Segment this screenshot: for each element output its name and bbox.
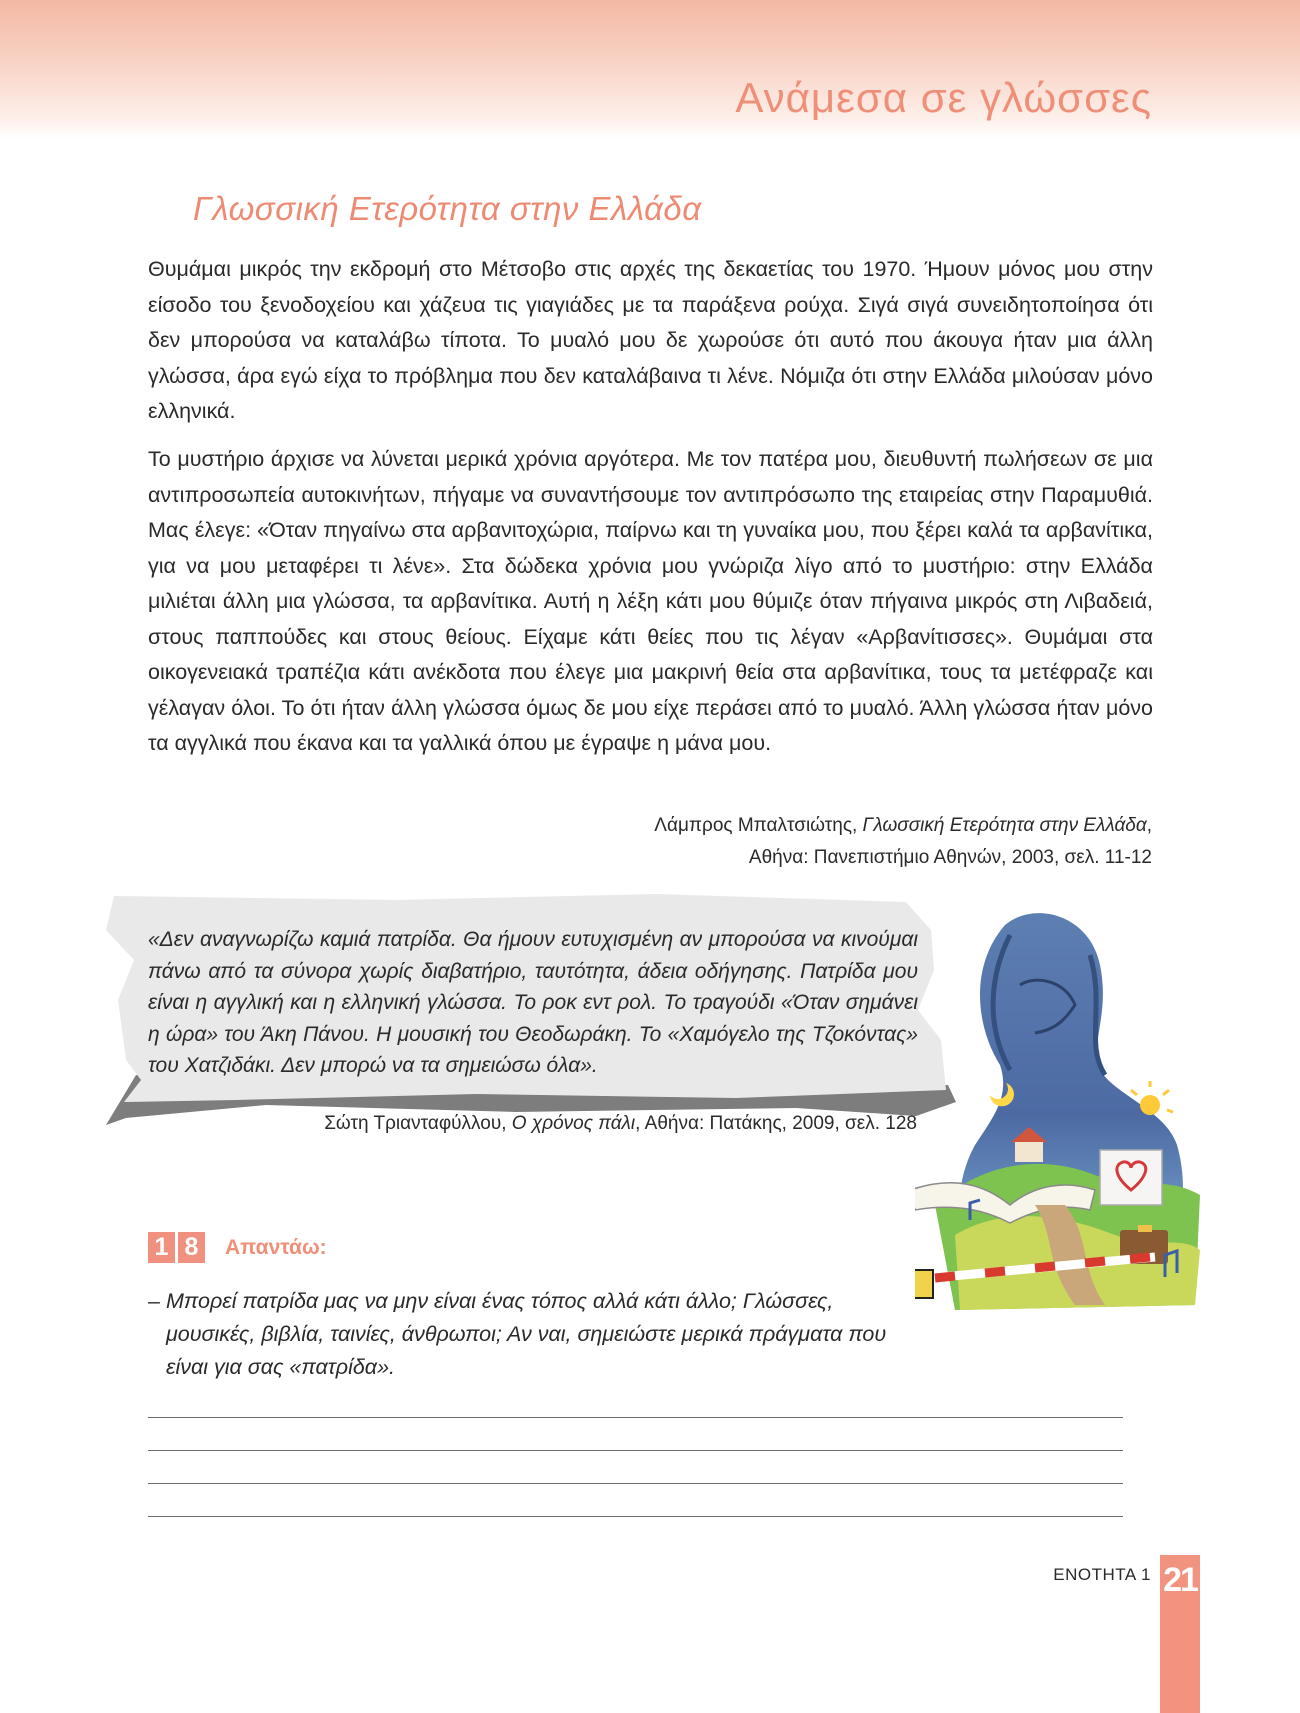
exercise-digit-1: 1	[148, 1232, 175, 1263]
barrier-post	[915, 1270, 933, 1298]
exercise-label: Απαντάω:	[225, 1236, 327, 1259]
header-white-strip	[0, 140, 1182, 180]
paragraph-1: Θυμάμαι μικρός την εκδρομή στο Μέτσοβο στις αρχές της δεκαετίας του 1970. Ήμουν μόνος μου στην είσοδο του ξενοδοχείου και χάζευα τις γιαγιάδες με τα παράξενα ρούχα. Σιγά σιγά συνειδητοποίησα ότι δεν μπορούσα να καταλάβω τίποτα. Το μυαλό μου δε χωρούσε ότι αυτό που άκουγα ήταν μια άλλη γλώσσα, άρα εγώ είχα το πρόβλημα που δεν καταλάβαινα τι λένε. Νόμιζα ότι στην Ελλάδα μιλούσαν μόνο ελληνικά.	[148, 257, 1153, 423]
quote-author: Σώτη Τριανταφύλλου,	[324, 1113, 512, 1134]
citation-line-1	[654, 810, 1152, 842]
quote-work: Ο χρόνος πάλι	[511, 1113, 636, 1134]
page-number-tab	[1160, 1555, 1200, 1713]
quote-text: «Δεν αναγνωρίζω καμιά πατρίδα. Θα ήμουν ευτυχισμένη αν μπορούσα να κινούμαι πάνω από τα σύνορα χωρίς διαβατήριο, ταυτότητα, άδεια οδήγησης. Πατρίδα μου είναι η αγγλική και η ελληνική γλώσσα. Το ροκ εντ ρολ. Το τραγούδι «Όταν σημάνει η ώρα» του Άκη Πάνου. Η μουσική του Θεοδωράκη. Το «Χαμόγελο της Τζοκόντας» του Χατζιδάκι. Δεν μπορώ να τα σημειώσω όλα».	[148, 928, 918, 1077]
exercise-digit-2: 8	[178, 1232, 205, 1263]
answer-line-4[interactable]	[148, 1516, 1123, 1517]
quote-citation	[324, 1113, 917, 1135]
house	[1015, 1140, 1043, 1162]
source-citation	[654, 810, 1152, 874]
exercise-number	[148, 1232, 205, 1263]
suitcase-tag	[1138, 1225, 1152, 1232]
citation-work: Γλωσσική Ετερότητα στην Ελλάδα	[862, 815, 1147, 836]
page-number: 21	[1163, 1561, 1197, 1599]
exercise-question	[148, 1285, 908, 1384]
woman-homeland-illustration	[915, 905, 1215, 1345]
paragraph-2: Το μυστήριο άρχισε να λύνεται μερικά χρόνια αργότερα. Με τον πατέρα μου, διευθυντή πωλήσεων σε μια αντιπροσωπεία αυτοκινήτων, πήγαμε να συναντήσουμε τον αντιπρόσωπο της εταιρείας στην Παραμυθιά. Μας έλεγε: «Όταν πηγαίνω στα αρβανιτοχώρια, παίρνω και τη γυναίκα μου, που ξέρει καλά τα αρβανίτικα, για να μου μεταφέρει τι λένε». Στα δώδεκα χρόνια μου γνώριζα λίγο από το μυστήριο: στην Ελλάδα μιλιέται άλλη μια γλώσσα, τα αρβανίτικα. Αυτή η λέξη κάτι μου θύμιζε όταν πήγαινα μικρός στη Λιβαδειά, στους παππούδες και στους θείους. Είχαμε κάτι θείες που τις λέγαν «Αρβανίτισσες». Θυμάμαι στα οικογενειακά τραπέζια κάτι ανέκδοτα που έλεγε μια μακρινή θεία στα αρβανίτικα, τους τα μετέφραζε και γέλαγαν όλοι. Το ότι ήταν άλλη γλώσσα όμως δε μου είχε περάσει από το μυαλό. Άλλη γλώσσα ήταν μόνο τα αγγλικά που έκανα και τα γαλλικά όπου με έγραψε η μάνα μου.	[148, 447, 1153, 755]
citation-publisher: Αθήνα: Πανεπιστήμιο Αθηνών, 2003, σελ. 11-12	[748, 847, 1152, 868]
sun-icon	[1140, 1095, 1160, 1115]
answer-line-2[interactable]	[148, 1450, 1123, 1451]
citation-author: Λάμπρος Μπαλτσιώτης,	[654, 815, 863, 836]
question-dash: –	[148, 1289, 160, 1313]
flag	[1100, 1150, 1162, 1205]
chapter-title: Ανάμεσα σε γλώσσες	[735, 74, 1152, 121]
answer-line-1[interactable]	[148, 1417, 1123, 1418]
citation-comma: ,	[1146, 815, 1152, 836]
section-title: Γλωσσική Ετερότητα στην Ελλάδα	[193, 190, 702, 227]
answer-line-3[interactable]	[148, 1483, 1123, 1484]
question-text: Μπορεί πατρίδα μας να μην είναι ένας τόπος αλλά κάτι άλλο; Γλώσσες, μουσικές, βιβλία, ταινίες, άνθρωποι; Αν ναι, σημειώστε μερικά πράγματα που είναι για σας «πατρίδα».	[166, 1289, 887, 1379]
unit-label: ΕΝΟΤΗΤΑ 1	[1053, 1565, 1151, 1584]
quote-publisher: , Αθήνα: Πατάκης, 2009, σελ. 128	[635, 1113, 917, 1134]
